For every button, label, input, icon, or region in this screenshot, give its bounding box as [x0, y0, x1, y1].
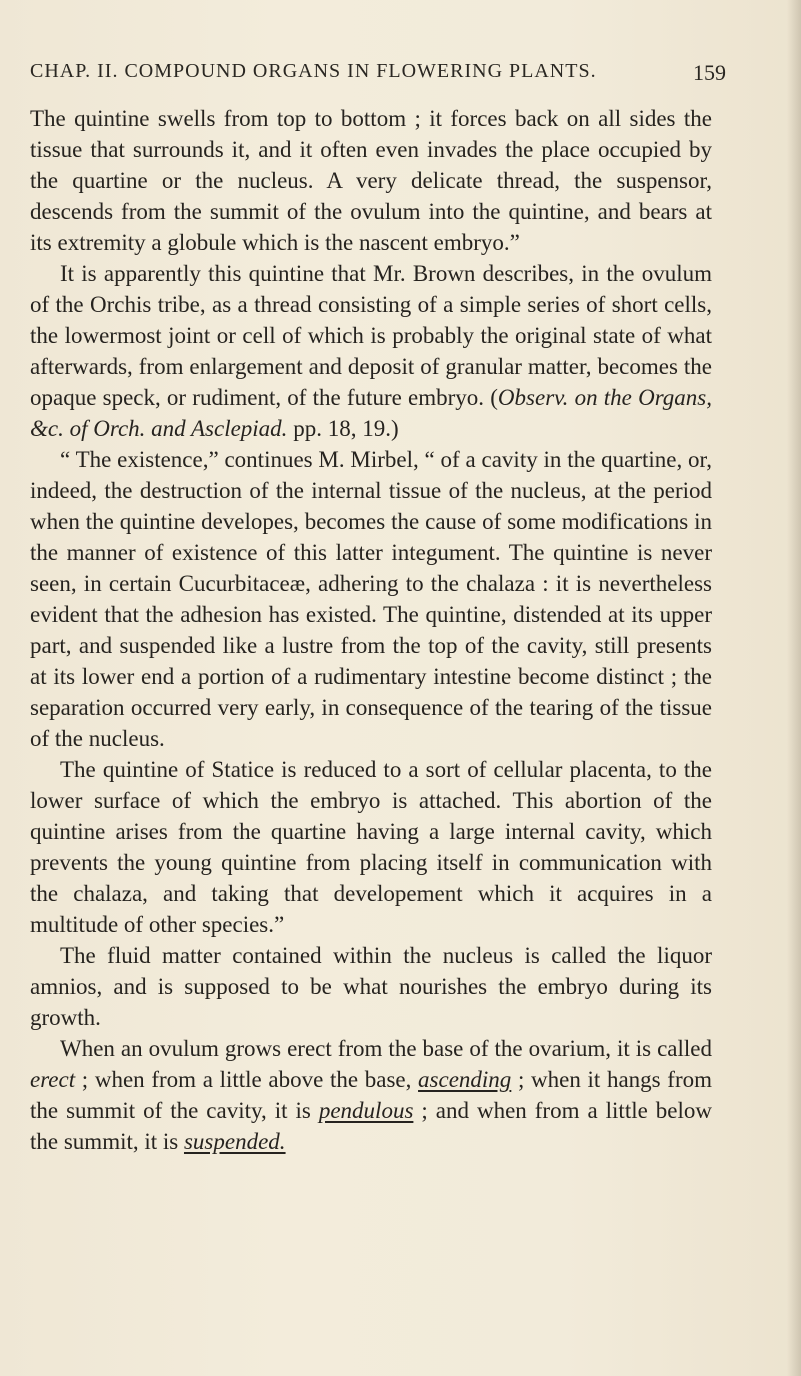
running-head: CHAP. II. COMPOUND ORGANS IN FLOWERING PLANTS. [30, 60, 597, 82]
paragraph-text: The fluid matter contained within the nucleus is called the liquor amnios, and is supposed to be what nourishes the embryo during its growth. [30, 943, 712, 1030]
term-pendulous: pendulous [318, 1098, 414, 1123]
paragraph-5 [30, 940, 712, 1033]
term-suspended: suspended. [183, 1129, 286, 1154]
paragraph-1 [30, 103, 712, 258]
page-edge-shadow [787, 0, 801, 1376]
paragraph-3 [30, 444, 712, 754]
paragraph-text: It is apparently this quintine that Mr. Brown describes, in the ovulum of the Orchis tribe, as a thread consisting of a simple series of short cells, the lowermost joint or cell of which is probably the original state of what afterwards, from enlargement and deposit of granular matter, becomes the opaque speck, or rudiment, of the future embryo. ( [30, 261, 712, 410]
page-number: 159 [693, 60, 726, 85]
page-header [30, 60, 730, 90]
paragraph-text: When an ovulum grows erect from the base of the ovarium, it is called [60, 1036, 712, 1061]
paragraph-6 [30, 1033, 712, 1157]
term-ascending: ascending [418, 1067, 512, 1092]
citation-title: Observ. on the Organs, &c. of Orch. and Asclepiad. [30, 385, 712, 441]
paragraph-text: ; and when from a little below the summit, it is [30, 1098, 712, 1154]
body-text [30, 103, 712, 1157]
paragraph-text: The quintine of Statice is reduced to a sort of cellular placenta, to the lower surface of which the embryo is attached. This abortion of the quintine arises from the quartine having a large internal cavity, which prevents the young quintine from placing itself in communication with the chalaza, and taking that developement which it acquires in a multitude of other species.” [30, 757, 712, 937]
paragraph-text: ; when it hangs from the summit of the cavity, it is [30, 1067, 713, 1123]
paragraph-text: “ The existence,” continues M. Mirbel, “ of a cavity in the quartine, or, indeed, the destruction of the internal tissue of the nucleus, at the period when the quintine developes, becomes the cause of some modifications in the manner of existence of this latter integument. The quintine is never seen, in certain Cucurbitaceæ, adhering to the chalaza : it is nevertheless evident that the adhesion has existed. The quintine, distended at its upper part, and suspended like a lustre from the top of the cavity, still presents at its lower end a portion of a rudimentary intestine become distinct ; the separation occurred very early, in consequence of the tearing of the tissue of the nucleus. [30, 447, 712, 751]
paragraph-2 [30, 258, 712, 444]
paragraph-text: The quintine swells from top to bottom ; it forces back on all sides the tissue that surrounds it, and it often even invades the place occupied by the quartine or the nucleus. A very delicate thread, the suspensor, descends from the summit of the ovulum into the quintine, and bears at its extremity a globule which is the nascent embryo.” [30, 106, 712, 255]
citation-pages: pp. 18, 19.) [287, 416, 399, 441]
paragraph-text: ; when from a little above the base, [75, 1067, 419, 1092]
paragraph-4 [30, 754, 712, 940]
term-erect: erect [30, 1067, 76, 1092]
